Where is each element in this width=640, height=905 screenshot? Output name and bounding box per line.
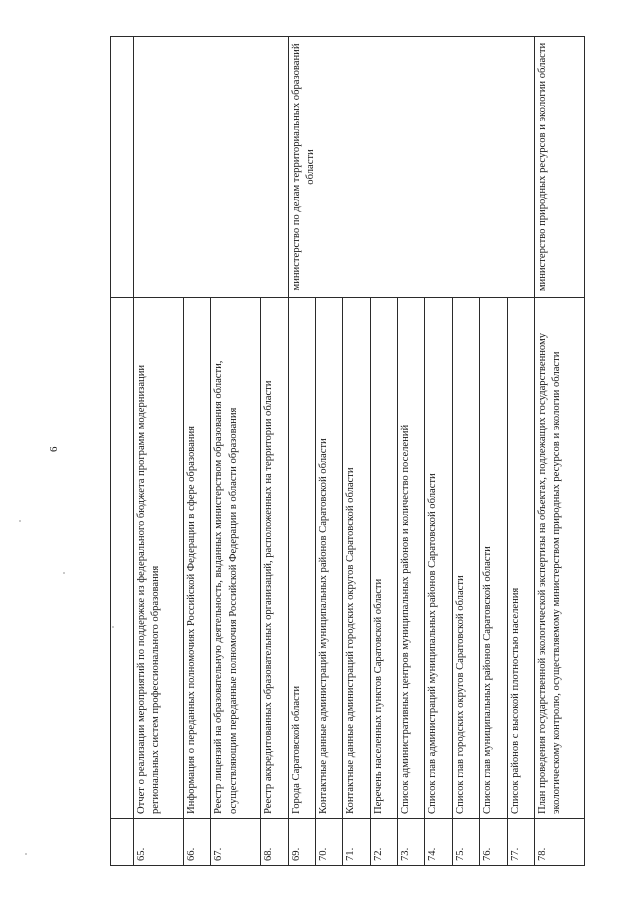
row-number: 78. [534,819,584,866]
table-row [134,37,184,866]
row-number: 70. [316,819,343,866]
row-number: 71. [343,819,370,866]
scan-speck [63,572,65,574]
table-row-blank [111,37,134,866]
row-description: План проведения государственной экологической экспертизы на объектах, подлежащих государственному экологическому контролю, осуществляемому министерством природных ресурсов и экологии области [534,298,584,819]
rotated-table-wrapper [110,36,585,866]
row-description: Города Саратовской области [288,298,315,819]
row-number: 69. [288,819,315,866]
row-description: Контактные данные администраций муниципальных районов Саратовской области [316,298,343,819]
row-description: Список глав администраций муниципальных районов Саратовской области [425,298,452,819]
row-description: Список административных центров муниципальных районов и количество поселений [398,298,425,819]
row-description: Список глав муниципальных районов Саратовской области [480,298,507,819]
row-number: 77. [507,819,534,866]
table-row [534,37,584,866]
register-table [110,36,585,866]
row-description: Список глав городских округов Саратовской области [452,298,479,819]
organization-territorial: министерство по делам территориальных образований области [288,37,534,298]
organization-nature: министерство природных ресурсов и экологии области [534,37,584,298]
row-description: Список районов с высокой плотностью населения [507,298,534,819]
scan-speck [25,853,27,855]
organization-cell [111,37,134,298]
row-description: Контактные данные администраций городских округов Саратовской области [343,298,370,819]
scan-speck [19,520,21,522]
row-number: 75. [452,819,479,866]
table-row [288,37,315,866]
row-description: Перечень населенных пунктов Саратовской области [370,298,397,819]
row-number: 76. [480,819,507,866]
row-number: 74. [425,819,452,866]
row-description: Информация о переданных полномочиях Российской Федерации в сфере образования [183,298,210,819]
scan-speck [112,626,114,628]
row-number: 73. [398,819,425,866]
row-description: Отчет о реализации мероприятий по поддержке из федерального бюджета программ модернизации региональных систем профессионального образования [134,298,184,819]
row-number: 65. [134,819,184,866]
row-description-cell [111,298,134,819]
row-number: 67. [211,819,261,866]
page-number: 6 [48,446,60,452]
row-description: Реестр аккредитованных образовательных организаций, расположенных на территории области [261,298,288,819]
row-number-cell [111,819,134,866]
row-description: Реестр лицензий на образовательную деятельность, выданных министерством образования области, осуществляющим переданные полномочия Российской Федерации в области образования [211,298,261,819]
row-number: 66. [183,819,210,866]
organization-cell [134,37,289,298]
row-number: 68. [261,819,288,866]
row-number: 72. [370,819,397,866]
